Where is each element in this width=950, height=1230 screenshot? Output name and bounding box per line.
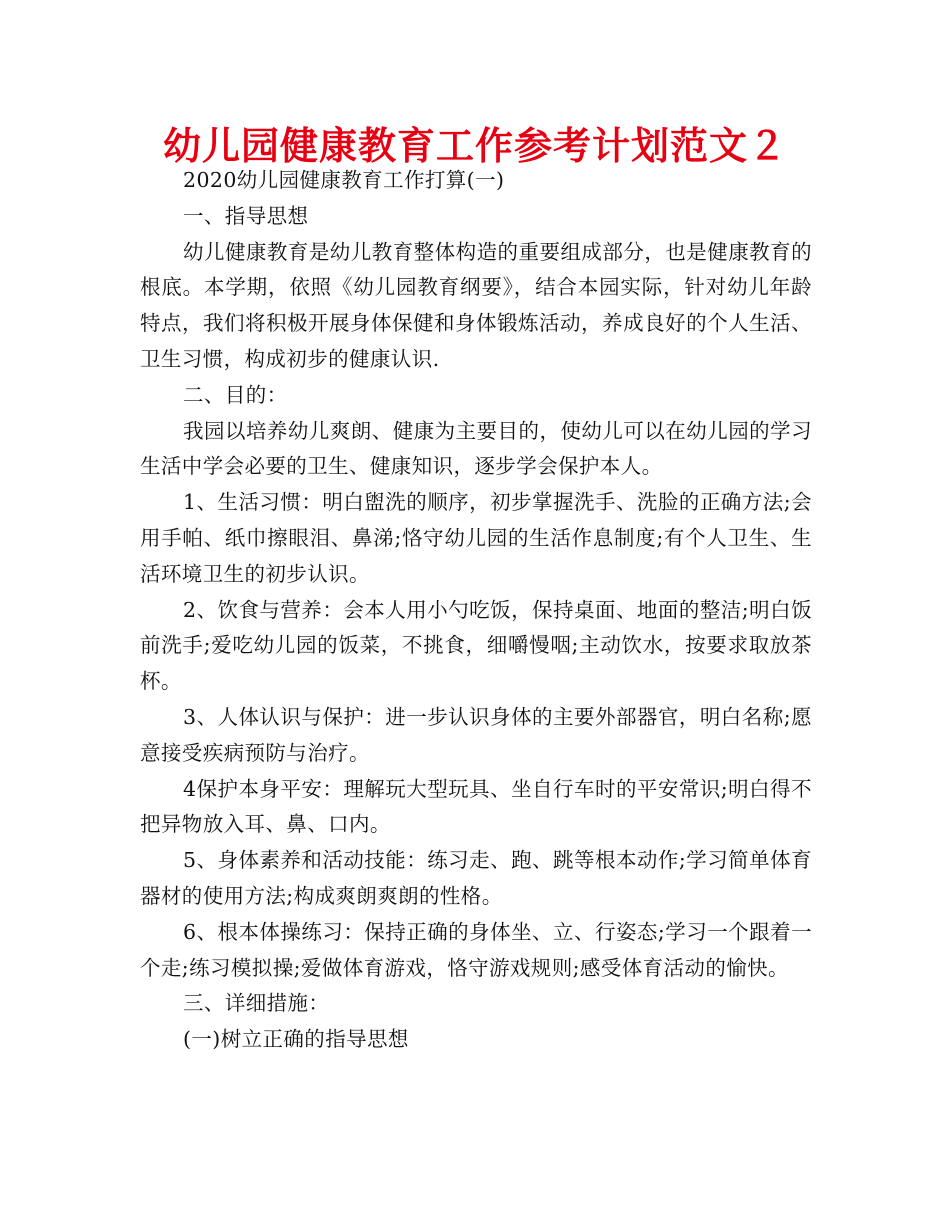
section-heading: 一、指导思想 — [183, 203, 309, 228]
list-item: 2、饮食与营养：会本人用小勺吃饭，保持桌面、地面的整洁;明白饭前洗手;爱吃幼儿园的饭菜，不挑食，细嚼慢咽;主动饮水，按要求取放茶杯。 — [140, 597, 812, 694]
list-item: 6、根本体操练习：保持正确的身体坐、立、行姿态;学习一个跟着一个走;练习模拟操;爱做体育游戏，恪守游戏规则;感受体育活动的愉快。 — [140, 919, 812, 980]
heading-plan: 2020幼儿园健康教育工作打算(一) — [183, 168, 505, 192]
section-heading: 二、目的： — [183, 382, 288, 407]
document-body — [140, 163, 812, 1058]
list-item: 3、人体认识与保护：进一步认识身体的主要外部器官，明白名称;愿意接受疾病预防与治疗。 — [140, 704, 812, 765]
subsection-heading: (一)树立正确的指导思想 — [183, 1027, 409, 1052]
paragraph: 幼儿健康教育是幼儿教育整体构造的重要组成部分，也是健康教育的根底。本学期，依照《幼儿园教育纲要》，结合本园实际，针对幼儿年龄特点，我们将积极开展身体保健和身体锻炼活动，养成良好的个人生活、卫生习惯，构成初步的健康认识. — [140, 239, 812, 371]
paragraph: 我园以培养幼儿爽朗、健康为主要目的，使幼儿可以在幼儿园的学习生活中学会必要的卫生、健康知识，逐步学会保护本人。 — [140, 418, 812, 479]
list-item: 1、生活习惯：明白盥洗的顺序，初步掌握洗手、洗脸的正确方法;会用手帕、纸巾擦眼泪、鼻涕;恪守幼儿园的生活作息制度;有个人卫生、生活环境卫生的初步认识。 — [140, 490, 812, 586]
document-title: 幼儿园健康教育工作参考计划范文２ — [162, 124, 787, 168]
section-heading: 三、详细措施： — [183, 991, 330, 1016]
list-item: 4保护本身平安：理解玩大型玩具、坐自行车时的平安常识;明白得不把异物放入耳、鼻、口内。 — [140, 776, 812, 837]
list-item: 5、身体素养和活动技能：练习走、跑、跳等根本动作;学习简单体育器材的使用方法;构成爽朗爽朗的性格。 — [140, 848, 812, 908]
